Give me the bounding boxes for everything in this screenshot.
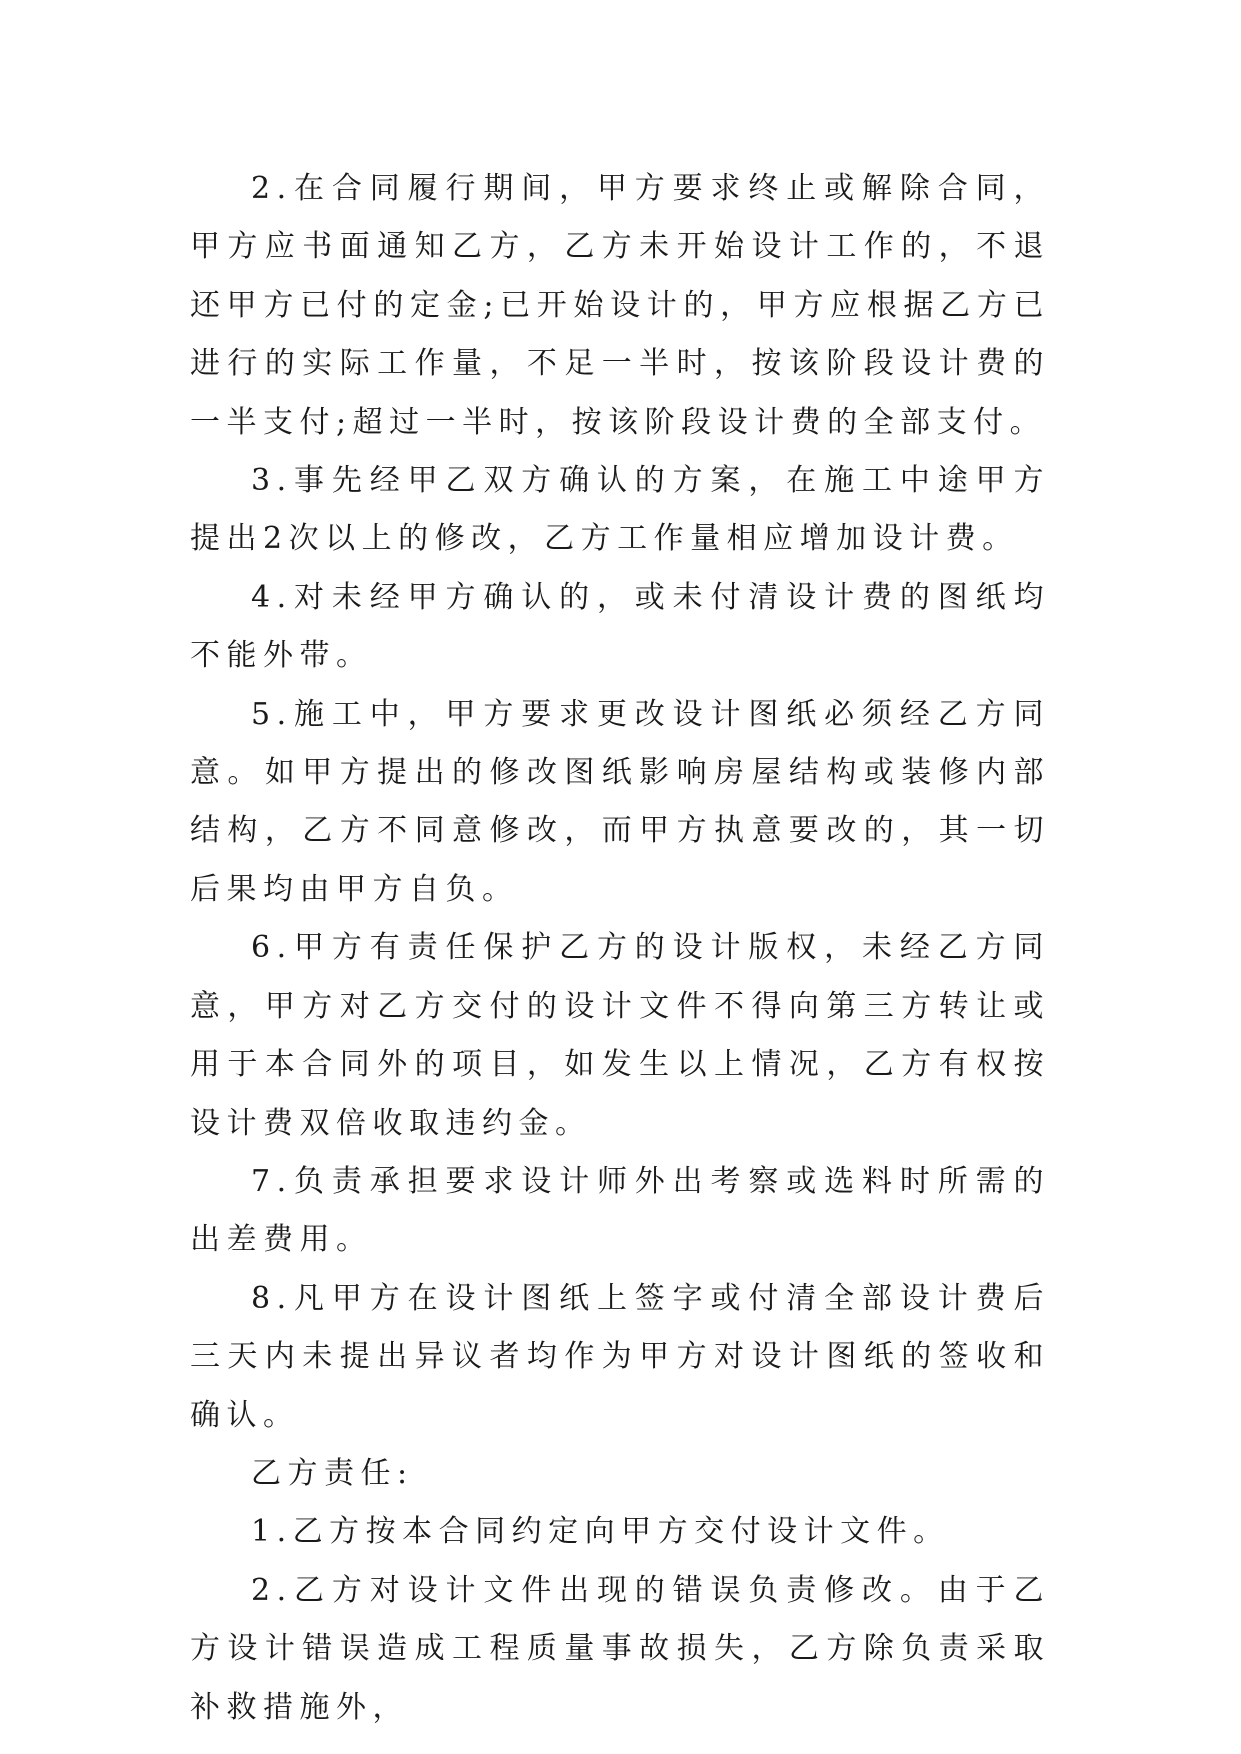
paragraph-clause-4-drawings: 4.对未经甲方确认的，或未付清设计费的图纸均不能外带。 [190, 579, 1050, 674]
paragraph-clause-6-copyright: 6.甲方有责任保护乙方的设计版权，未经乙方同意，甲方对乙方交付的设计文件不得向第三方转让或用于本合同外的项目，如发生以上情况，乙方有权按设计费双倍收取违约金。 [190, 930, 1050, 1141]
paragraph-clause-5-changes: 5.施工中，甲方要求更改设计图纸必须经乙方同意。如甲方提出的修改图纸影响房屋结构或装修内部结构，乙方不同意修改，而甲方执意要改的，其一切后果均由甲方自负。 [190, 696, 1050, 907]
section-heading-party-b-responsibilities: 乙方责任: [251, 1455, 414, 1491]
document-body [190, 160, 1050, 1737]
paragraph-party-b-clause-2: 2.乙方对设计文件出现的错误负责修改。由于乙方设计错误造成工程质量事故损失，乙方除负责采取补救措施外， [190, 1572, 1050, 1725]
paragraph-clause-7-travel-costs: 7.负责承担要求设计师外出考察或选料时所需的出差费用。 [190, 1163, 1050, 1258]
paragraph-party-b-clause-1: 1.乙方按本合同约定向甲方交付设计文件。 [251, 1514, 950, 1550]
paragraph-clause-2-termination: 2.在合同履行期间，甲方要求终止或解除合同，甲方应书面通知乙方，乙方未开始设计工作的，不退还甲方已付的定金;已开始设计的，甲方应根据乙方已进行的实际工作量，不足一半时，按该阶段设计费的一半支付;超过一半时，按该阶段设计费的全部支付。 [190, 171, 1050, 440]
paragraph-clause-3-modifications: 3.事先经甲乙双方确认的方案，在施工中途甲方提出2次以上的修改，乙方工作量相应增加设计费。 [190, 463, 1050, 557]
paragraph-clause-8-acceptance: 8.凡甲方在设计图纸上签字或付清全部设计费后三天内未提出异议者均作为甲方对设计图纸的签收和确认。 [190, 1280, 1050, 1433]
